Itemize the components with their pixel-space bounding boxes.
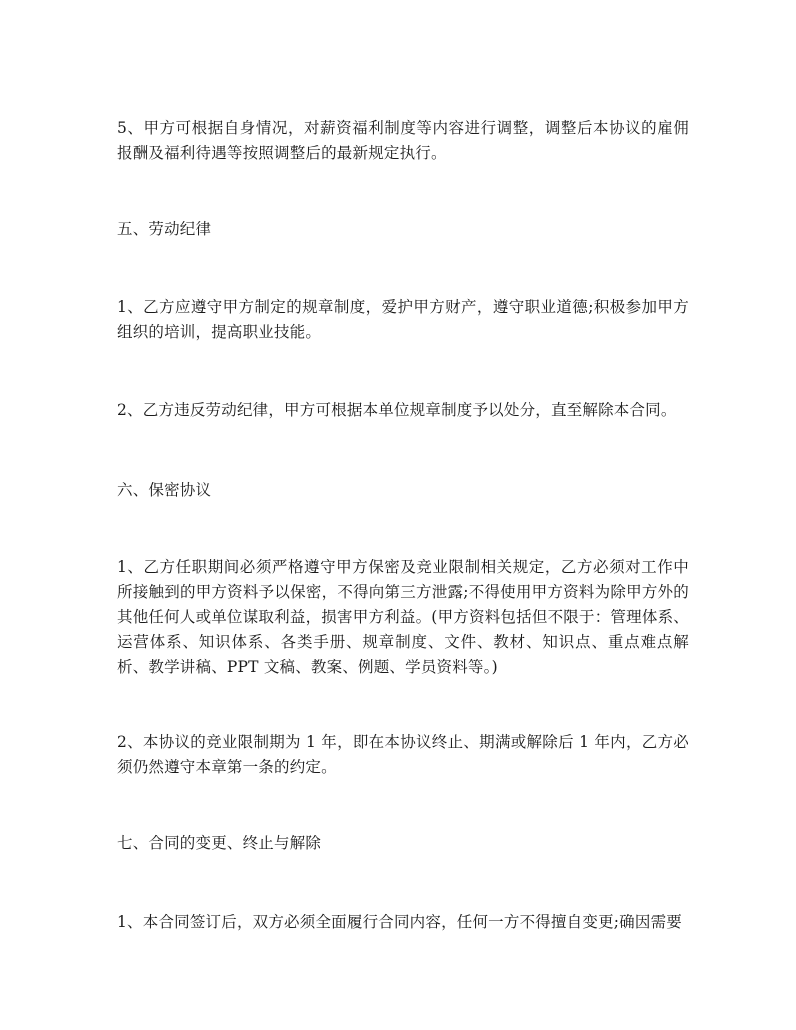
paragraph-1-rules-compliance: 1、乙方应遵守甲方制定的规章制度，爱护甲方财产，遵守职业道德;积极参加甲方组织的培训，提高职业技能。 [117,298,689,341]
paragraph-2-discipline-violation: 2、乙方违反劳动纪律，甲方可根据本单位规章制度予以处分，直至解除本合同。 [117,401,677,419]
paragraph-1-confidentiality-obligation: 1、乙方任职期间必须严格遵守甲方保密及竞业限制相关规定，乙方必须对工作中所接触到的甲方资料予以保密，不得向第三方泄露;不得使用甲方资料为除甲方外的其他任何人或单位谋取利益，损害甲方利益。(甲方资料包括但不限于：管理体系、运营体系、知识体系、各类手册、规章制度、文件、教材、知识点、重点难点解析、教学讲稿、PPT 文稿、教案、例题、学员资料等。) [117,558,689,676]
paragraph-2-non-compete-period: 2、本协议的竞业限制期为 1 年，即在本协议终止、期满或解除后 1 年内，乙方必须仍然遵守本章第一条的约定。 [117,733,689,776]
paragraph-1-contract-performance: 1、本合同签订后，双方必须全面履行合同内容，任何一方不得擅自变更;确因需要 [117,913,682,931]
section-heading-contract-changes: 七、合同的变更、终止与解除 [117,834,322,852]
section-heading-labor-discipline: 五、劳动纪律 [117,220,212,238]
section-heading-confidentiality: 六、保密协议 [117,481,212,499]
paragraph-5-salary-adjustment: 5、甲方可根据自身情况，对薪资福利制度等内容进行调整，调整后本协议的雇佣报酬及福利待遇等按照调整后的最新规定执行。 [117,119,689,162]
